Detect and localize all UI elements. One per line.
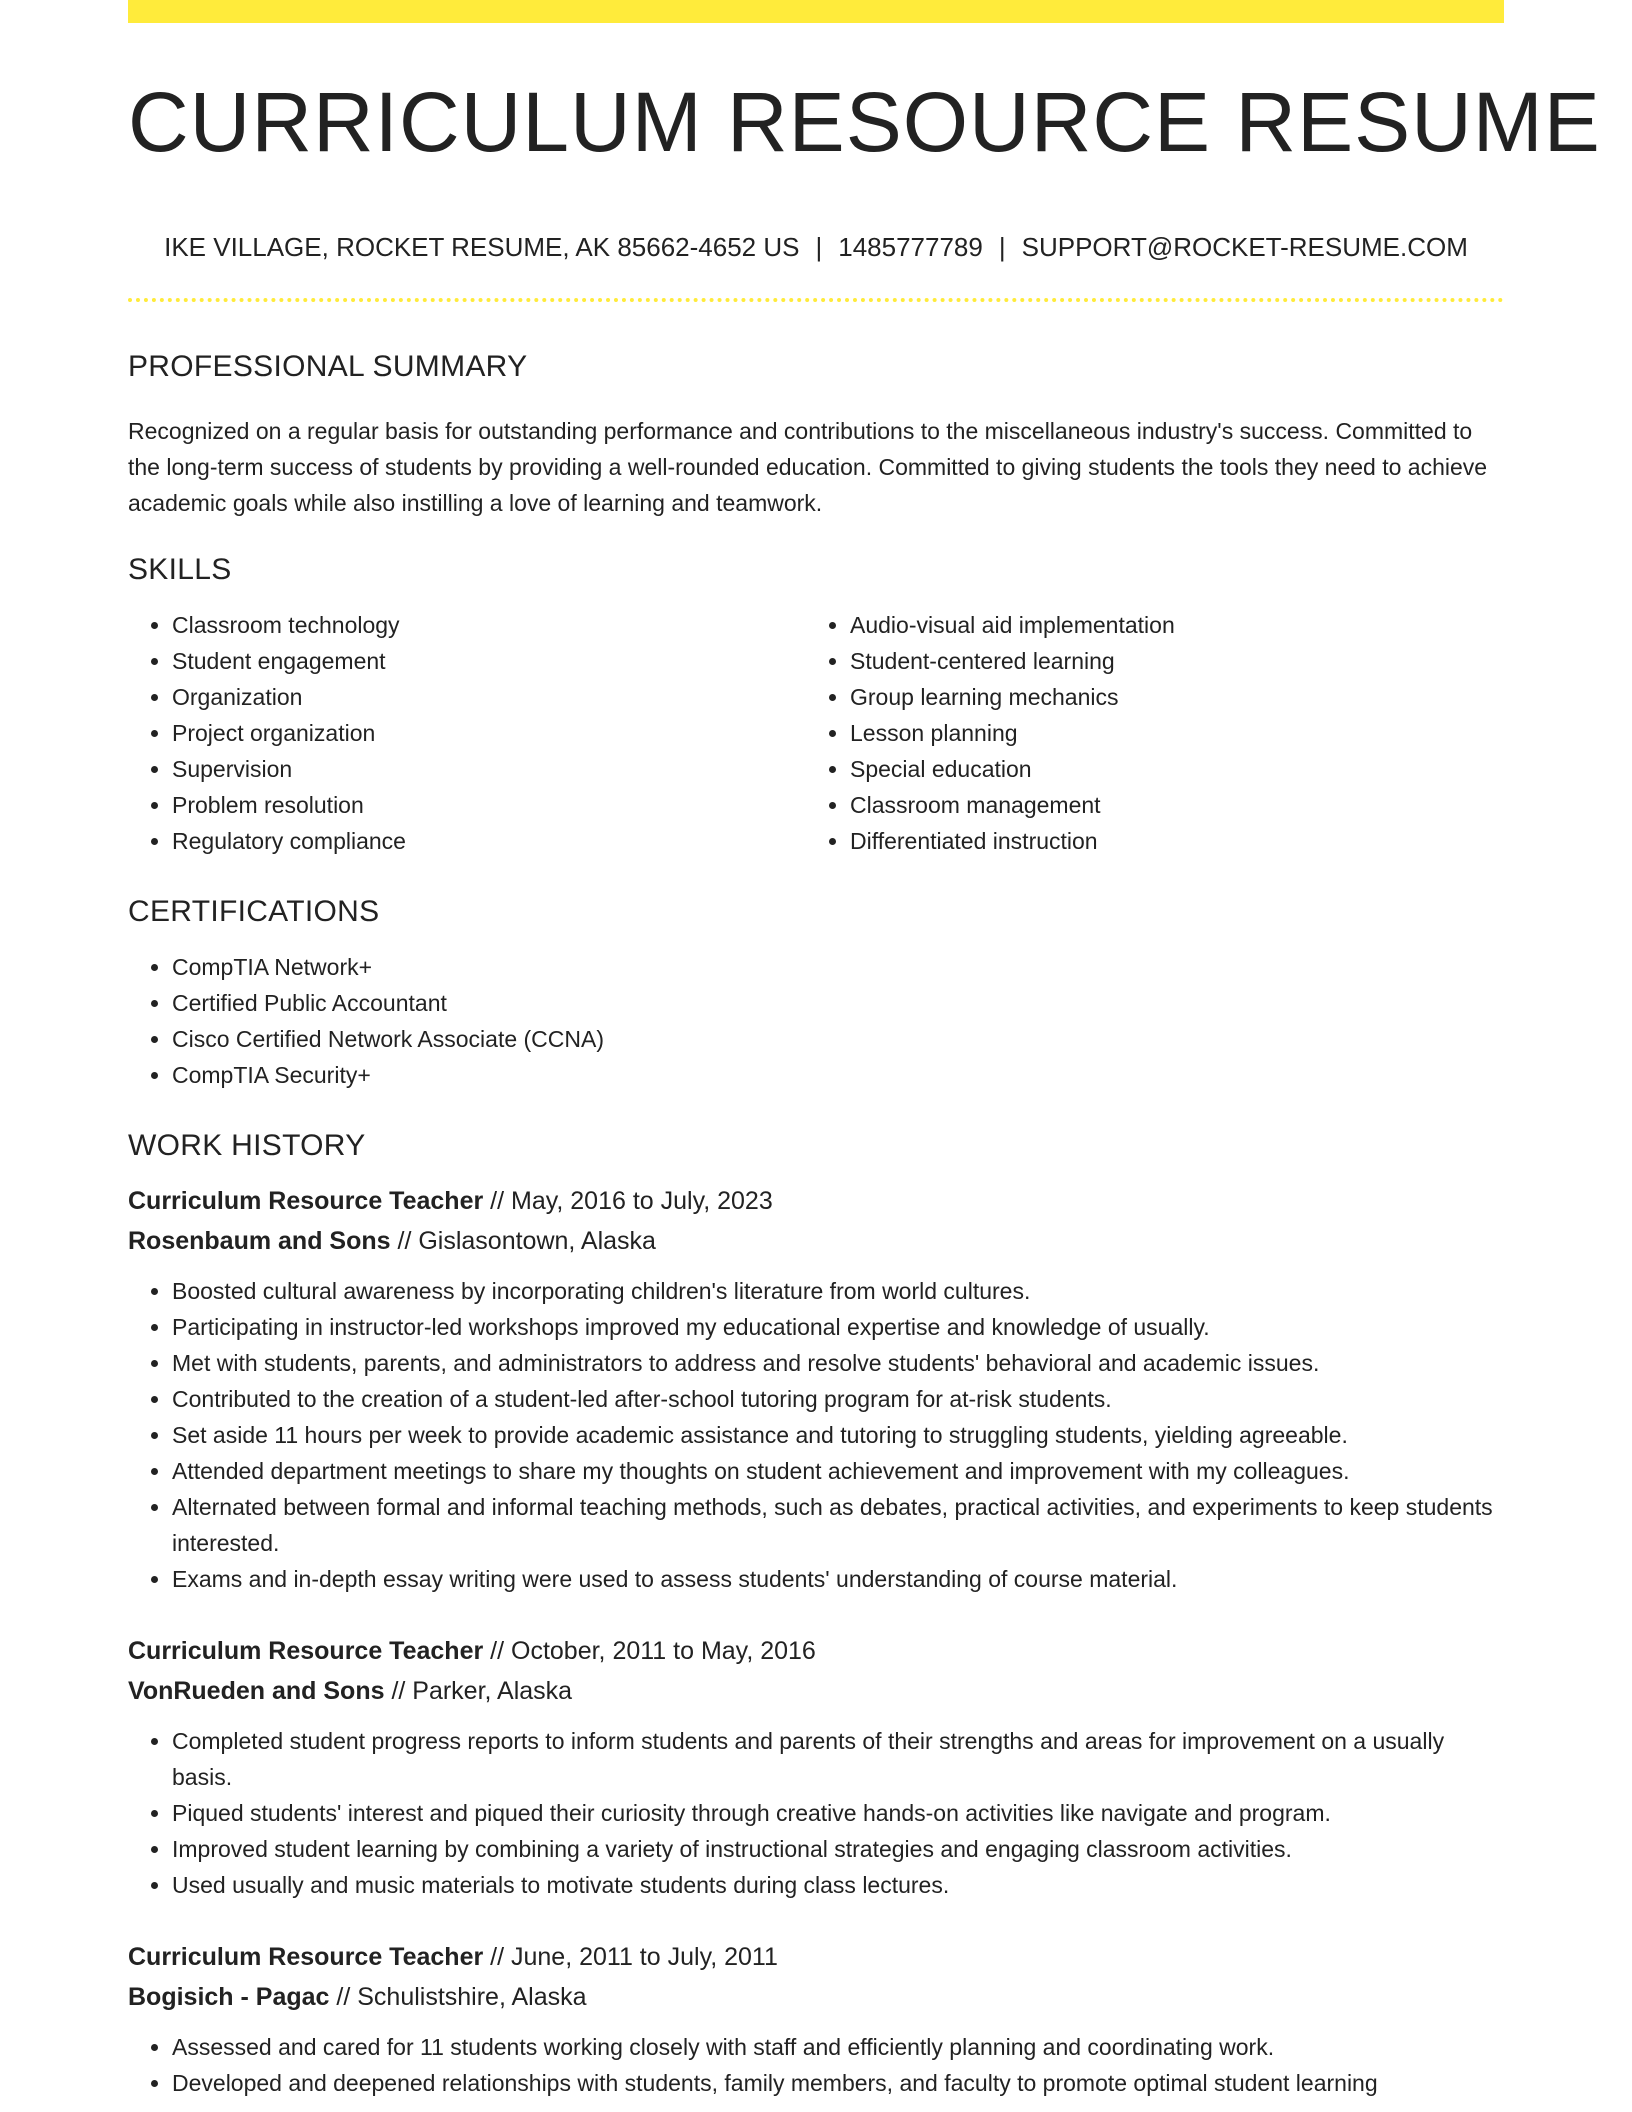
job-dates: // June, 2011 to July, 2011: [483, 1943, 778, 1971]
skill-item: • Supervision: [172, 751, 806, 787]
job-entry: [128, 1937, 1504, 2101]
job-title: Curriculum Resource Teacher: [128, 1943, 484, 1971]
certification-item: • CompTIA Security+: [172, 1057, 1504, 1093]
job-title: Curriculum Resource Teacher: [128, 1187, 484, 1215]
job-bullet: • Attended department meetings to share my thoughts on student achievement and improvement with my colleagues.: [172, 1453, 1504, 1489]
accent-top-bar: [128, 0, 1504, 23]
job-bullet: • Improved student learning by combining a variety of instructional strategies and engaging classroom activities.: [172, 1831, 1504, 1867]
skills-grid: [128, 607, 1504, 859]
job-title-line: [128, 1937, 1504, 1977]
job-bullet: • Participating in instructor-led workshops improved my educational expertise and knowledge of usually.: [172, 1309, 1504, 1345]
job-bullet: • Set aside 11 hours per week to provide academic assistance and tutoring to struggling students, yielding agreeable.: [172, 1417, 1504, 1453]
job-dates: // October, 2011 to May, 2016: [483, 1637, 816, 1665]
job-bullet: • Boosted cultural awareness by incorporating children's literature from world cultures.: [172, 1273, 1504, 1309]
job-bullet: • Developed and deepened relationships with students, family members, and faculty to promote optimal student learning: [172, 2065, 1504, 2101]
skill-item: • Classroom technology: [172, 607, 806, 643]
skills-list-right: [806, 607, 1484, 859]
skill-item: • Special education: [850, 751, 1484, 787]
contact-separator: |: [815, 232, 823, 262]
certification-item: • Cisco Certified Network Associate (CCNA): [172, 1021, 1504, 1057]
resume-title: CURRICULUM RESOURCE RESUME: [128, 75, 1601, 169]
skills-column-right: [806, 607, 1484, 859]
job-bullet: • Met with students, parents, and administrators to address and resolve students' behavioral and academic issues.: [172, 1345, 1504, 1381]
job-company: Bogisich - Pagac: [128, 1983, 330, 2011]
job-bullet: • Contributed to the creation of a student-led after-school tutoring program for at-risk students.: [172, 1381, 1504, 1417]
job-title: Curriculum Resource Teacher: [128, 1637, 484, 1665]
job-bullets: [128, 1273, 1504, 1597]
skills-heading: SKILLS: [128, 553, 232, 586]
skill-item: • Organization: [172, 679, 806, 715]
skill-item: • Problem resolution: [172, 787, 806, 823]
job-company: VonRueden and Sons: [128, 1677, 385, 1705]
job-bullets: [128, 2029, 1504, 2101]
skill-item: • Project organization: [172, 715, 806, 751]
contact-separator: |: [998, 232, 1006, 262]
job-dates: // May, 2016 to July, 2023: [483, 1187, 773, 1215]
contact-email: SUPPORT@ROCKET-RESUME.COM: [1021, 232, 1468, 262]
job-entry: [128, 1631, 1504, 1903]
skill-item: • Audio-visual aid implementation: [850, 607, 1484, 643]
certifications-list: [128, 949, 1504, 1093]
job-bullets: [128, 1723, 1504, 1903]
contact-line: [128, 234, 1504, 260]
job-bullet: • Alternated between formal and informal teaching methods, such as debates, practical activities, and experiments to keep students interested.: [172, 1489, 1504, 1561]
skill-item: • Group learning mechanics: [850, 679, 1484, 715]
dotted-divider: [128, 298, 1504, 302]
skill-item: • Student engagement: [172, 643, 806, 679]
job-location: // Schulistshire, Alaska: [329, 1983, 587, 2011]
job-bullet: • Used usually and music materials to motivate students during class lectures.: [172, 1867, 1504, 1903]
summary-text: Recognized on a regular basis for outstanding performance and contributions to the miscellaneous industry's success. Committed to the long-term success of students by providing a well-rounded education. Committed to giving students the tools they need to achieve academic goals while also instilling a love of learning and teamwork.: [128, 418, 1488, 516]
certification-item: • Certified Public Accountant: [172, 985, 1504, 1021]
job-title-line: [128, 1181, 1504, 1221]
skill-item: • Lesson planning: [850, 715, 1484, 751]
job-company-line: [128, 1221, 1504, 1261]
job-title-line: [128, 1631, 1504, 1671]
job-company: Rosenbaum and Sons: [128, 1227, 391, 1255]
job-entry: [128, 1181, 1504, 1597]
job-location: // Gislasontown, Alaska: [390, 1227, 656, 1255]
skills-column-left: [128, 607, 806, 859]
job-bullet: • Completed student progress reports to inform students and parents of their strengths and areas for improvement on a usually basis.: [172, 1723, 1504, 1795]
certification-item: • CompTIA Network+: [172, 949, 1504, 985]
contact-address: IKE VILLAGE, ROCKET RESUME, AK 85662-4652 US: [164, 232, 800, 262]
job-bullet: • Exams and in-depth essay writing were used to assess students' understanding of course material.: [172, 1561, 1504, 1597]
certifications-heading: CERTIFICATIONS: [128, 895, 380, 928]
skills-list-left: [128, 607, 806, 859]
skill-item: • Regulatory compliance: [172, 823, 806, 859]
job-company-line: [128, 1671, 1504, 1711]
work-history-heading: WORK HISTORY: [128, 1129, 366, 1162]
job-bullet: • Assessed and cared for 11 students working closely with staff and efficiently planning and coordinating work.: [172, 2029, 1504, 2065]
skill-item: • Classroom management: [850, 787, 1484, 823]
skill-item: • Student-centered learning: [850, 643, 1484, 679]
resume-page: [128, 0, 1601, 2101]
skill-item: • Differentiated instruction: [850, 823, 1484, 859]
contact-phone: 1485777789: [838, 232, 983, 262]
job-location: // Parker, Alaska: [384, 1677, 573, 1705]
job-bullet: • Piqued students' interest and piqued their curiosity through creative hands-on activities like navigate and program.: [172, 1795, 1504, 1831]
job-company-line: [128, 1977, 1504, 2017]
summary-heading: PROFESSIONAL SUMMARY: [128, 350, 528, 383]
